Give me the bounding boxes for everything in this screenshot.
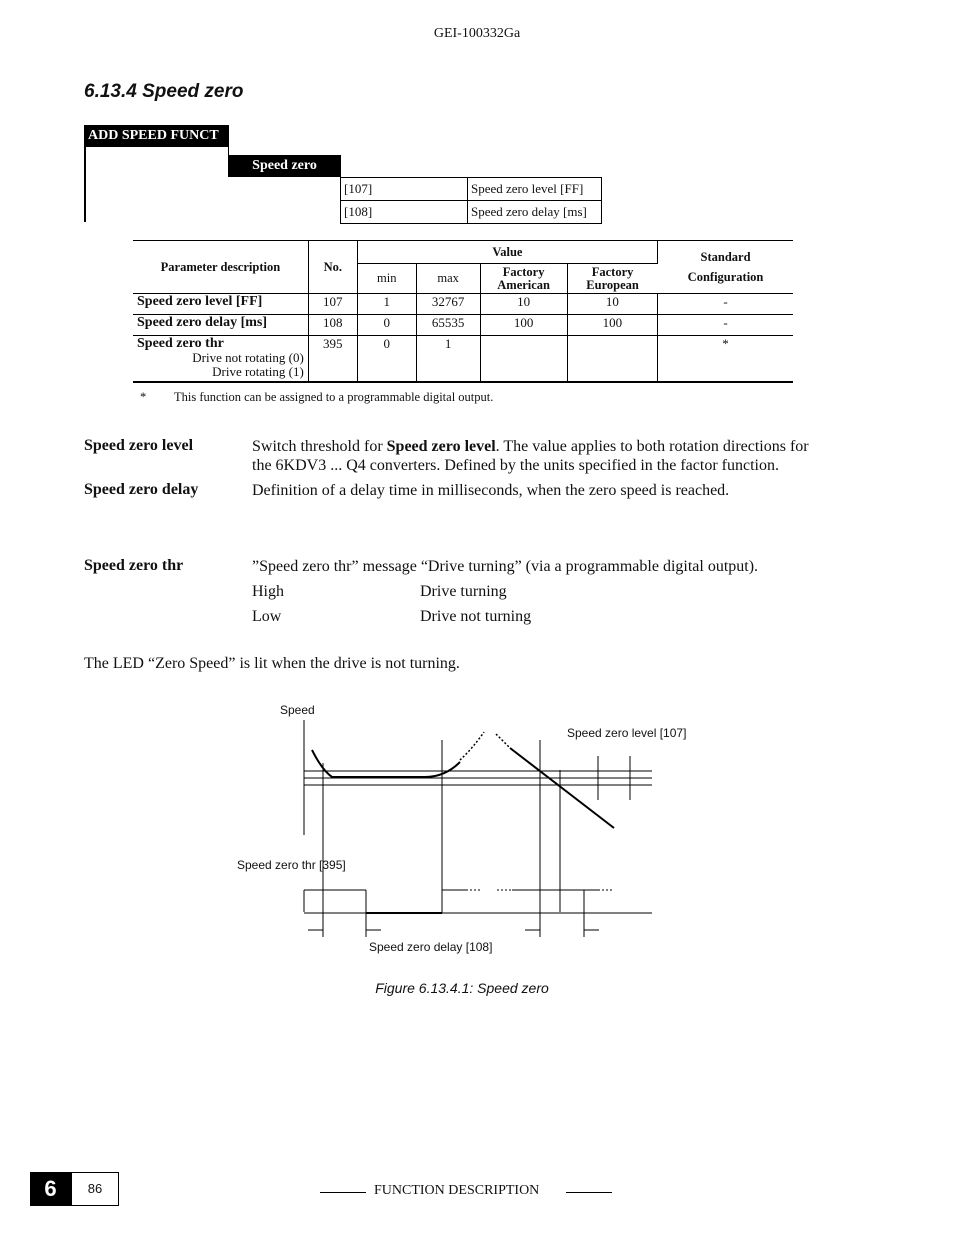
parameter-table [133, 240, 793, 383]
cell-no: 395 [308, 336, 357, 383]
term-speed-zero-thr: Speed zero thr [84, 557, 184, 574]
menu-add-speed-funct: ADD SPEED FUNCT [84, 125, 229, 147]
menu-speed-zero: Speed zero [228, 155, 341, 177]
state-low-label: Low [252, 608, 282, 625]
document-id: GEI-100332Ga [433, 26, 521, 41]
header-standard-line1: Standard [700, 250, 751, 264]
cell-max: 32767 [416, 294, 480, 315]
table-row [133, 336, 793, 383]
footer-rule-left [320, 1192, 366, 1193]
header-max: max [416, 264, 480, 294]
cell-min: 1 [357, 294, 416, 315]
cell-factory-american: 100 [480, 315, 567, 336]
cell-standard: * [658, 336, 793, 383]
speed-curve-dotted [496, 734, 510, 748]
cell-max: 65535 [416, 315, 480, 336]
header-value: Value [357, 241, 657, 264]
cell-min: 0 [357, 336, 416, 383]
menu-tree-connector [228, 147, 229, 155]
cell-desc: Speed zero level [FF] [133, 294, 308, 315]
cell-factory-european: 100 [567, 315, 657, 336]
figure-speed-label: Speed [280, 703, 315, 717]
header-fa-line1: Factory [502, 264, 545, 279]
parameter-list [340, 177, 602, 224]
section-title: 6.13.4 Speed zero [84, 81, 244, 102]
parameter-number: [107] [341, 178, 468, 201]
footer-section: FUNCTION DESCRIPTION [374, 1183, 540, 1198]
cell-no: 107 [308, 294, 357, 315]
cell-desc-sub-1: Drive rotating (1) [212, 364, 304, 379]
table-row [133, 294, 793, 315]
speed-curve-dotted [460, 732, 484, 760]
definition-speed-zero-level [252, 437, 852, 475]
footnote-mark: * [140, 390, 147, 404]
state-high-value: Drive turning [420, 583, 507, 600]
cell-desc-title: Speed zero thr [137, 336, 224, 351]
cell-factory-american [480, 336, 567, 383]
figure-delay-label: Speed zero delay [108] [369, 940, 493, 954]
figure-thr-label: Speed zero thr [395] [237, 858, 346, 872]
header-fe-line2: European [586, 277, 639, 292]
menu-tree-line [84, 147, 86, 222]
header-fe-line1: Factory [591, 264, 634, 279]
footer-rule-right [566, 1192, 612, 1193]
figure-level-label: Speed zero level [107] [567, 726, 687, 740]
cell-desc: Speed zero delay [ms] [133, 315, 308, 336]
cell-factory-american: 10 [480, 294, 567, 315]
definition-level-pre: Switch threshold for [252, 438, 387, 455]
state-low-value: Drive not turning [420, 608, 532, 625]
cell-desc [133, 336, 308, 383]
cell-standard: - [658, 294, 793, 315]
definition-level-line2: the 6KDV3 ... Q4 converters. Defined by the units specified in the factor function. [252, 457, 779, 474]
definition-speed-zero-delay: Definition of a delay time in milliseconds, when the zero speed is reached. [252, 482, 730, 499]
chapter-number: 6 [30, 1172, 71, 1206]
header-min: min [357, 264, 416, 294]
term-speed-zero-level: Speed zero level [84, 437, 194, 454]
parameter-number: [108] [341, 201, 468, 224]
cell-max: 1 [416, 336, 480, 383]
figure-caption: Figure 6.13.4.1: Speed zero [375, 980, 549, 996]
cell-standard: - [658, 315, 793, 336]
led-note: The LED “Zero Speed” is lit when the drive is not turning. [84, 655, 460, 672]
speed-curve [312, 750, 460, 777]
definition-level-bold: Speed zero level [386, 438, 496, 455]
cell-factory-european [567, 336, 657, 383]
parameter-row [341, 178, 602, 201]
header-no: No. [308, 241, 357, 294]
definition-level-post: . The value applies to both rotation directions for [495, 438, 809, 455]
footnote-text: This function can be assigned to a programmable digital output. [174, 390, 494, 404]
state-high-label: High [252, 583, 284, 600]
definition-speed-zero-thr: ”Speed zero thr” message “Drive turning” (via a programmable digital output). [252, 558, 759, 575]
parameter-name: Speed zero delay [ms] [468, 201, 602, 224]
header-factory-american [480, 264, 567, 294]
cell-desc-sub-0: Drive not rotating (0) [192, 350, 304, 365]
cell-no: 108 [308, 315, 357, 336]
header-standard [658, 241, 793, 294]
cell-min: 0 [357, 315, 416, 336]
header-param: Parameter description [133, 241, 308, 294]
header-standard-line2: Configuration [687, 270, 764, 284]
parameter-name: Speed zero level [FF] [468, 178, 602, 201]
cell-factory-european: 10 [567, 294, 657, 315]
term-speed-zero-delay: Speed zero delay [84, 481, 199, 498]
header-fa-line2: American [497, 277, 551, 292]
header-factory-european [567, 264, 657, 294]
table-row [133, 315, 793, 336]
parameter-row [341, 201, 602, 224]
page-number: 86 [71, 1172, 119, 1206]
